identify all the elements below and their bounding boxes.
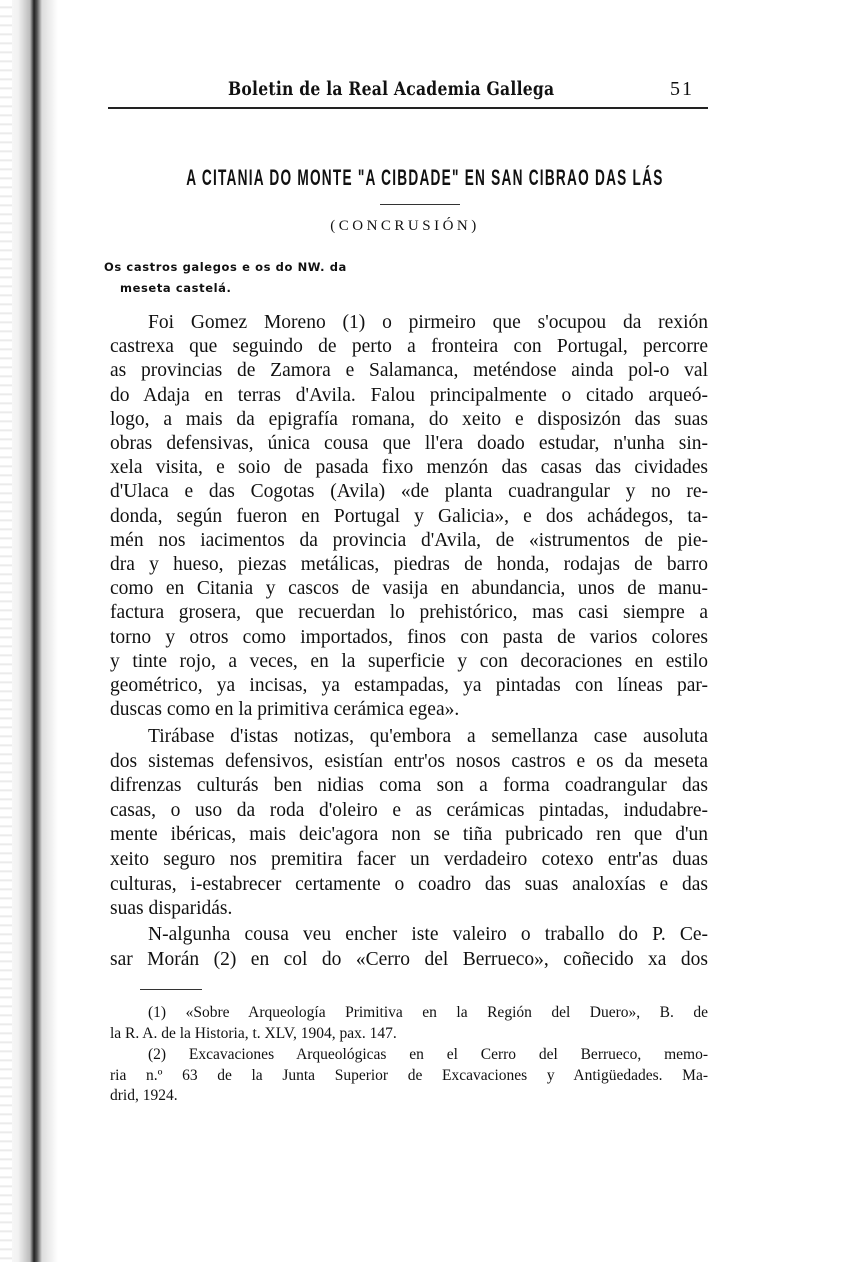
text-line: mente ibéricas, mais deic'agora non se tiña pubricado ren que d'un <box>110 824 708 846</box>
article-title: A CITANIA DO MONTE "A CIBDADE" EN SAN CIBRAO DAS LÁS <box>186 165 664 190</box>
footnote-rule <box>140 989 202 990</box>
page-number: 51 <box>670 78 694 100</box>
text-line: as provincias de Zamora e Salamanca, meténdose ainda pol-o val <box>110 360 708 382</box>
text-line: y tinte rojo, a veces, en la superficie y con decoraciones en estilo <box>110 650 708 672</box>
text-line: d'Ulaca e das Cogotas (Avila) «de planta cuadrangular y no re- <box>110 481 708 503</box>
text-line: castrexa que seguindo de perto a fronteira con Portugal, percorre <box>110 336 708 358</box>
text-line: dos sistemas defensivos, esistían entr'os nosos castros e os da meseta <box>110 750 708 772</box>
text-line: logo, a mais da epigrafía romana, do xeito e disposizón das suas <box>110 408 708 430</box>
text-line: culturas, i-estabrecer certamente o coadro das suas analoxías e das <box>110 873 708 895</box>
footnote-line: (2) Excavaciones Arqueológicas en el Cerro del Berrueco, memo- <box>148 1046 708 1063</box>
text-line: donda, según fueron en Portugal y Galicia», e dos achádegos, ta- <box>110 505 708 527</box>
side-heading-line: meseta castelá. <box>120 281 232 295</box>
text-line: suas disparidás. <box>110 898 233 920</box>
text-line: xeito seguro nos premitira facer un verdadeiro cotexo entr'as duas <box>110 849 708 870</box>
text-line: xela visita, e soio de pasada fixo menzón das casas das cividades <box>110 457 708 479</box>
text-line: duscas como en la primitiva cerámica egea». <box>110 699 460 721</box>
side-heading-line: Os castros galegos e os do NW. da <box>104 260 347 274</box>
text-line: Foi Gomez Moreno (1) o pirmeiro que s'ocupou da rexión <box>148 312 708 333</box>
text-line: mén nos iacimentos da provincia d'Avila, de «istrumentos de pie- <box>110 529 708 551</box>
article-subtitle: (CONCRUSIÓN) <box>330 218 480 234</box>
text-line: difrenzas culturás ben nidias coma son a forma coadrangular das <box>110 775 708 797</box>
footnote-line: ria n.º 63 de la Junta Superior de Excavaciones y Antigüedades. Ma- <box>110 1066 708 1084</box>
text-line: do Adaja en terras d'Avila. Falou principalmente o citado arqueó- <box>110 384 708 406</box>
text-line: torno y otros como importados, finos con pasta de varios colores <box>110 626 708 648</box>
journal-title: Boletin de la Real Academia Gallega <box>228 78 555 100</box>
footnote-line: drid, 1924. <box>110 1087 178 1104</box>
header-rule <box>108 107 708 109</box>
footnote-line: la R. A. de la Historia, t. XLV, 1904, pax. 147. <box>110 1024 397 1042</box>
text-line: Tirábase d'istas notizas, qu'embora a semellanza case ausoluta <box>148 726 708 747</box>
text-line: como en Citania y cascos de vasija en abundancia, unos de manu- <box>110 578 708 600</box>
footnote-line: (1) «Sobre Arqueología Primitiva en la Región del Duero», B. de <box>148 1004 708 1021</box>
running-header <box>110 78 708 106</box>
text-line: geométrico, ya incisas, ya estampadas, ya pintadas con líneas par- <box>110 675 708 696</box>
text-line: factura grosera, que recuerdan lo prehistórico, mas casi siempre a <box>110 602 708 624</box>
text-line: casas, o uso da roda d'oleiro e as cerámicas pintadas, indudabre- <box>110 799 708 821</box>
text-line: sar Morán (2) en col do «Cerro del Berrueco», coñecido xa dos <box>110 948 708 970</box>
title-rule <box>380 204 460 205</box>
text-line: obras defensivas, única cousa que ll'era doado estudar, n'unha sin- <box>110 433 708 454</box>
text-line: dra y hueso, piezas metálicas, piedras de honda, rodajas de barro <box>110 554 708 575</box>
text-line: N-algunha cousa veu encher iste valeiro o traballo do P. Ce- <box>148 924 708 945</box>
